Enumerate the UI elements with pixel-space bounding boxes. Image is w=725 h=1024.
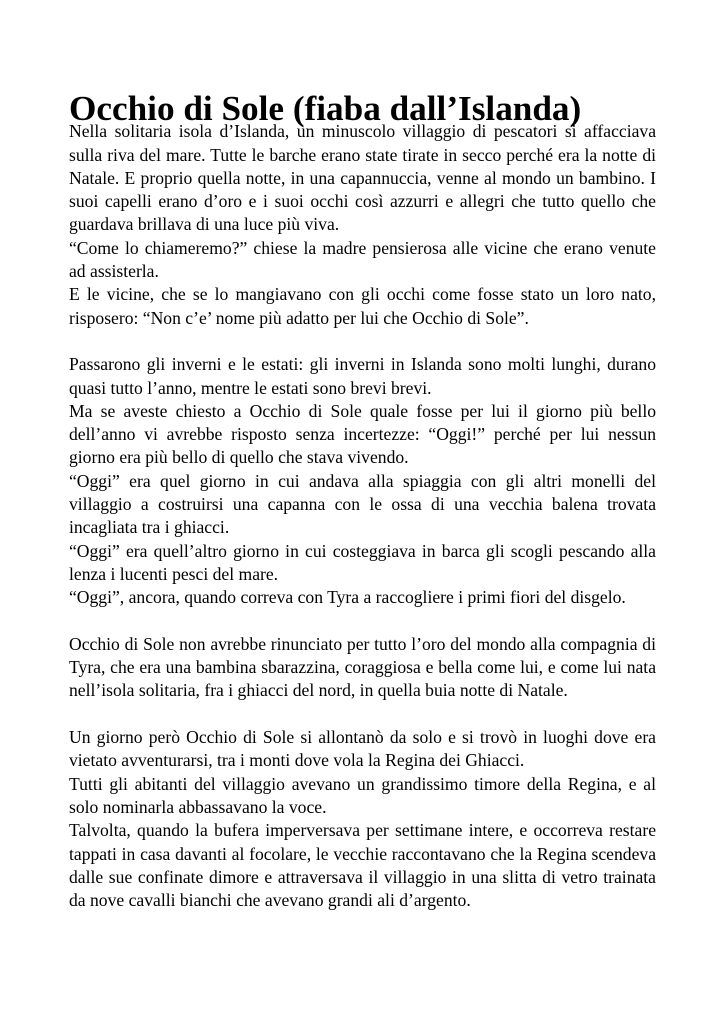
document-page (69, 89, 656, 912)
paragraph: “Oggi”, ancora, quando correva con Tyra a raccogliere i primi fiori del disgelo. (69, 587, 626, 608)
paragraph: Talvolta, quando la bufera imperversava per settimane intere, e occorreva restare tappati in casa davanti al focolare, le vecchie raccontavano che la Regina scendeva dalle sue confinate dimore e attraversava il villaggio in una slitta di vetro trainata da nove cavalli bianchi che avevano grandi ali d’argento. (69, 820, 656, 911)
paragraph: Passarono gli inverni e le estati: gli inverni in Islanda sono molti lunghi, durano quasi tutto l’anno, mentre le estati sono brevi brevi. (69, 354, 656, 398)
paragraph: Un giorno però Occhio di Sole si allontanò da solo e si trovò in luoghi dove era vietato avventurarsi, tra i monti dove vola la Regina dei Ghiacci. (69, 727, 656, 771)
section-birth (69, 120, 656, 330)
section-tyra (69, 633, 656, 703)
paragraph: Nella solitaria isola d’Islanda, un minuscolo villaggio di pescatori si affacciava sulla riva del mare. Tutte le barche erano state tirate in secco perché era la notte di Natale. E proprio quella notte, in una capannuccia, venne al mondo un bambino. I suoi capelli erano d’oro e i suoi occhi così azzurri e allegri che tutto quello che guardava brillava di una luce più viva. (69, 121, 656, 235)
section-seasons (69, 353, 656, 609)
paragraph: Ma se aveste chiesto a Occhio di Sole quale fosse per lui il giorno più bello dell’anno vi avrebbe risposto senza incertezze: “Oggi!” perché per lui nessun giorno era più bello di quello che stava vivendo. (69, 400, 656, 468)
paragraph: “Come lo chiameremo?” chiese la madre pensierosa alle vicine che erano venute ad assisterla. (69, 237, 656, 282)
story-title: Occhio di Sole (fiaba dall’Islanda) (69, 89, 582, 128)
section-ice-queen (69, 726, 656, 912)
paragraph: “Oggi” era quell’altro giorno in cui costeggiava in barca gli scogli pescando alla lenza i lucenti pesci del mare. (69, 540, 656, 584)
paragraph: Tutti gli abitanti del villaggio avevano un grandissimo timore della Regina, e al solo nominarla abbassavano la voce. (69, 773, 656, 817)
paragraph: Occhio di Sole non avrebbe rinunciato per tutto l’oro del mondo alla compagnia di Tyra, che era una bambina sbarazzina, coraggiosa e bella come lui, e come lui nata nell’isola solitaria, fra i ghiacci del nord, in quella buia notte di Natale. (69, 633, 656, 701)
paragraph: E le vicine, che se lo mangiavano con gli occhi come fosse stato un loro nato, risposero: “Non c’e’ nome più adatto per lui che Occhio di Sole”. (69, 284, 656, 328)
paragraph: “Oggi” era quel giorno in cui andava alla spiaggia con gli altri monelli del villaggio a costruirsi una capanna con le ossa di una vecchia balena trovata incagliata tra i ghiacci. (69, 470, 656, 538)
